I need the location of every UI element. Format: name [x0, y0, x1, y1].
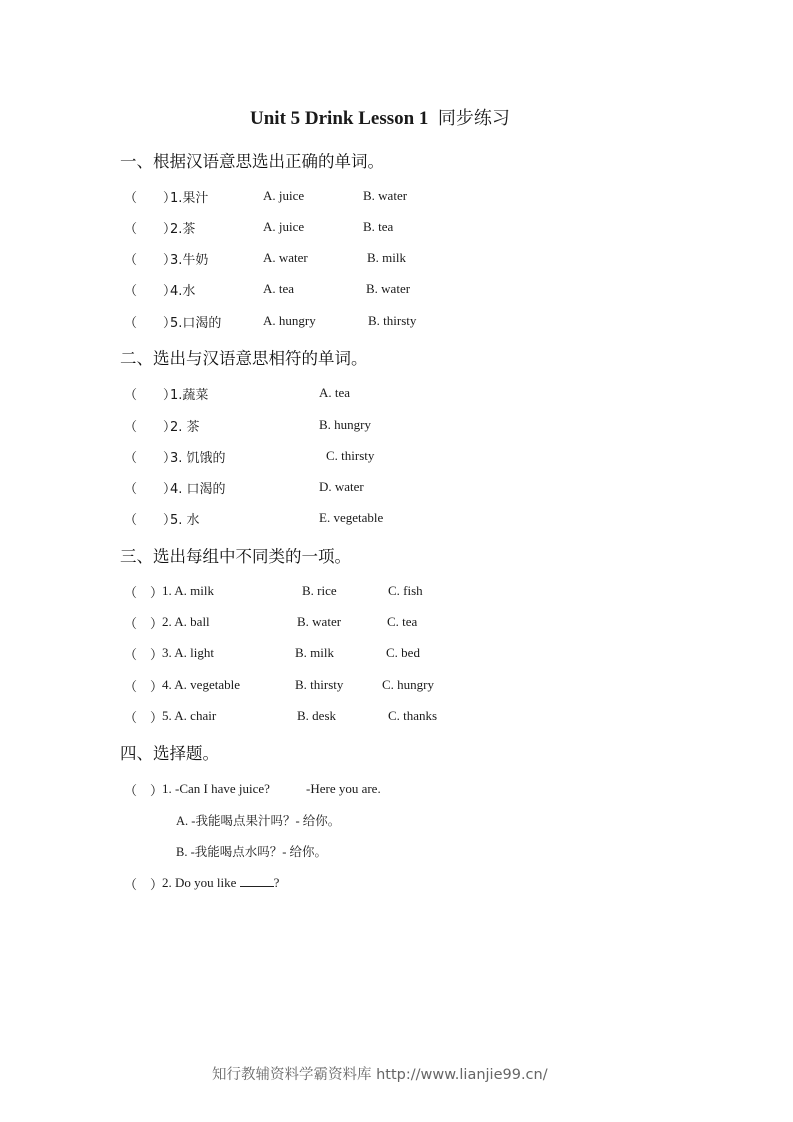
s3-option-b: B. milk — [295, 645, 335, 660]
s3-option-c: C. hungry — [382, 677, 434, 692]
section-3-heading: 三、选出每组中不同类的一项。 — [120, 547, 351, 566]
section-1-heading: 一、根据汉语意思选出正确的单词。 — [120, 152, 384, 171]
s3-bracket[interactable]: （ ） — [124, 710, 164, 725]
s1-option-a: A. water — [263, 250, 308, 265]
s2-bracket[interactable]: （ ） — [124, 419, 177, 434]
s1-option-b: B. thirsty — [368, 313, 417, 328]
section-4-heading: 四、选择题。 — [120, 744, 219, 763]
s2-bracket[interactable]: （ ） — [124, 512, 177, 527]
s3-option-b: B. desk — [297, 708, 336, 723]
s1-option-a: A. juice — [263, 219, 305, 234]
s1-question: 4.水 — [170, 284, 196, 299]
s2-option: A. tea — [319, 385, 351, 400]
s2-question: 1.蔬菜 — [170, 388, 209, 403]
title-en: Unit 5 Drink Lesson 1 — [250, 108, 429, 129]
s1-option-b: B. water — [366, 281, 411, 296]
s1-question: 1.果汁 — [170, 191, 209, 206]
s2-bracket[interactable]: （ ） — [124, 481, 177, 496]
s2-question: 3. 饥饿的 — [170, 451, 226, 466]
s1-option-a: A. tea — [263, 281, 295, 296]
s3-option-a: 4. A. vegetable — [162, 677, 240, 692]
answer-blank[interactable] — [240, 875, 274, 887]
s2-bracket[interactable]: （ ） — [124, 450, 177, 465]
s1-option-a: A. juice — [263, 188, 305, 203]
page-title — [250, 104, 510, 130]
s3-option-b: B. water — [297, 614, 342, 629]
s1-bracket[interactable]: （ ） — [124, 190, 177, 205]
s2-option: C. thirsty — [326, 448, 375, 463]
s4-option-a: A. -我能喝点果汁吗？- 给你。 — [176, 814, 341, 828]
title-cn: 同步练习 — [437, 108, 510, 129]
s1-question: 3.牛奶 — [170, 253, 209, 268]
s2-question: 2. 茶 — [170, 420, 200, 435]
s3-option-c: C. tea — [387, 614, 418, 629]
s1-option-b: B. water — [363, 188, 408, 203]
s3-bracket[interactable]: （ ） — [124, 647, 164, 662]
s1-question: 2.茶 — [170, 222, 196, 237]
s3-option-a: 5. A. chair — [162, 708, 217, 723]
s2-question: 5. 水 — [170, 513, 200, 528]
s3-option-a: 1. A. milk — [162, 583, 215, 598]
s3-option-c: C. bed — [386, 645, 420, 660]
s1-question: 5.口渴的 — [170, 316, 222, 331]
s1-bracket[interactable]: （ ） — [124, 252, 177, 267]
s4-response: -Here you are. — [306, 781, 381, 796]
footer-watermark: 知行教辅资料学霸资料库 http://www.lianjie99.cn/ — [212, 1067, 548, 1083]
s3-option-c: C. thanks — [388, 708, 438, 723]
s3-option-c: C. fish — [388, 583, 423, 598]
s2-option: D. water — [319, 479, 364, 494]
s3-option-a: 2. A. ball — [162, 614, 210, 629]
s2-bracket[interactable]: （ ） — [124, 387, 177, 402]
s3-bracket[interactable]: （ ） — [124, 585, 164, 600]
s2-question: 4. 口渴的 — [170, 482, 226, 497]
s4-option-b: B. -我能喝点水吗？- 给你。 — [176, 845, 328, 859]
s2-option: B. hungry — [319, 417, 371, 432]
s1-bracket[interactable]: （ ） — [124, 221, 177, 236]
s1-option-b: B. tea — [363, 219, 394, 234]
s1-bracket[interactable]: （ ） — [124, 315, 177, 330]
s3-option-a: 3. A. light — [162, 645, 215, 660]
s3-option-b: B. thirsty — [295, 677, 344, 692]
s1-option-b: B. milk — [367, 250, 407, 265]
s3-bracket[interactable]: （ ） — [124, 616, 164, 631]
s3-option-b: B. rice — [302, 583, 337, 598]
s1-bracket[interactable]: （ ） — [124, 283, 177, 298]
s4-question: 1. -Can I have juice? — [162, 781, 270, 796]
s1-option-a: A. hungry — [263, 313, 316, 328]
s4-bracket[interactable]: （ ） — [124, 783, 164, 798]
s4-bracket[interactable]: （ ） — [124, 877, 164, 892]
s3-bracket[interactable]: （ ） — [124, 679, 164, 694]
s4-question-2: 2. Do you like ? — [162, 875, 280, 890]
s2-option: E. vegetable — [319, 510, 384, 525]
section-2-heading: 二、选出与汉语意思相符的单词。 — [120, 349, 368, 368]
